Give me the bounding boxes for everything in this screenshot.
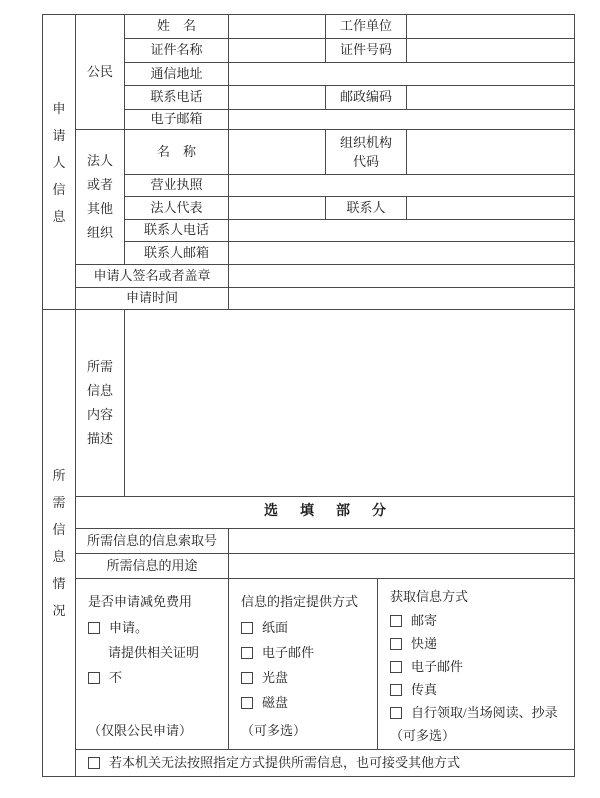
fee-apply-option[interactable] (88, 615, 148, 640)
org-name-input-cell[interactable] (228, 129, 325, 174)
obtain-option-self-pickup[interactable]: 自行领取/当场阅读、抄录 (390, 701, 558, 724)
obtain-option-mail[interactable]: 邮寄 (390, 609, 437, 632)
checkbox-icon[interactable] (241, 647, 253, 659)
delivery-option-email[interactable]: 电子邮件 (241, 640, 314, 665)
checkbox-icon[interactable] (241, 697, 253, 709)
contact-email-label: 联系人邮箱 (124, 241, 228, 264)
section-required-info-label: 所需信息情况 (52, 468, 66, 618)
obtain-option-email[interactable]: 电子邮件 (390, 655, 463, 678)
work-unit-label: 工作单位 (325, 14, 406, 38)
checkbox-icon[interactable] (390, 661, 402, 673)
id-type-label: 证件名称 (124, 38, 228, 62)
business-license-label: 营业执照 (124, 174, 228, 196)
id-type-input-cell[interactable] (228, 38, 325, 62)
signature-label: 申请人签名或者盖章 (75, 264, 228, 287)
index-number-label: 所需信息的信息索取号 (75, 528, 228, 553)
optional-part-header: 选填部分 (75, 496, 574, 528)
contact-email-input-cell[interactable] (228, 241, 574, 264)
checkbox-icon[interactable] (241, 672, 253, 684)
delivery-option-cd[interactable]: 光盘 (241, 665, 288, 690)
section-applicant-info (42, 14, 75, 309)
id-number-label: 证件号码 (325, 38, 406, 62)
checkbox-icon[interactable] (390, 684, 402, 696)
description-label: 所需信息内容描述 (75, 309, 124, 496)
legal-rep-input-cell[interactable] (228, 196, 325, 219)
group-legal-entity-label: 法人或者其他组织 (86, 153, 113, 240)
delivery-method-title: 信息的指定提供方式 (241, 594, 359, 609)
checkbox-icon[interactable] (241, 622, 253, 634)
fee-no-option[interactable] (88, 665, 122, 690)
description-input-area[interactable] (124, 309, 574, 496)
fee-waiver-title: 是否申请减免费用 (88, 594, 193, 609)
phone-input-cell[interactable] (228, 85, 325, 109)
address-label: 通信地址 (124, 62, 228, 85)
contact-person-input-cell[interactable] (406, 196, 574, 219)
delivery-method-footnote: （可多选） (241, 723, 307, 739)
checkbox-icon[interactable] (390, 615, 402, 627)
business-license-input-cell[interactable] (228, 174, 574, 196)
signature-input-cell[interactable] (228, 264, 574, 287)
checkbox-icon[interactable] (390, 638, 402, 650)
group-citizen-label: 公民 (86, 63, 113, 79)
apply-time-label: 申请时间 (75, 287, 228, 309)
address-input-cell[interactable] (228, 62, 574, 85)
postal-code-input-cell[interactable] (406, 85, 574, 109)
obtain-method-footnote: （可多选） (390, 728, 456, 743)
form-table (42, 14, 575, 777)
contact-person-label: 联系人 (325, 196, 406, 219)
fee-apply-note: 请提供相关证明 (108, 645, 200, 660)
fee-no-label: 不 (109, 670, 123, 685)
fee-apply-label: 申请。 (109, 620, 149, 635)
fee-waiver-cell (75, 578, 228, 749)
org-code-label: 组织机构代码 (325, 129, 406, 174)
index-number-input-cell[interactable] (228, 528, 574, 553)
other-method-row[interactable] (75, 749, 574, 776)
apply-time-input-cell[interactable] (228, 287, 574, 309)
delivery-option-paper[interactable]: 纸面 (241, 615, 288, 640)
usage-input-cell[interactable] (228, 553, 574, 578)
group-legal-entity (75, 129, 124, 264)
org-code-input-cell[interactable] (406, 129, 574, 174)
checkbox-icon[interactable] (88, 757, 100, 769)
work-unit-input-cell[interactable] (406, 14, 574, 38)
id-number-input-cell[interactable] (406, 38, 574, 62)
checkbox-icon[interactable] (88, 672, 100, 684)
contact-phone-input-cell[interactable] (228, 219, 574, 241)
org-name-label: 名 称 (124, 129, 228, 174)
usage-label: 所需信息的用途 (75, 553, 228, 578)
delivery-option-disk[interactable]: 磁盘 (241, 690, 288, 715)
legal-rep-label: 法人代表 (124, 196, 228, 219)
contact-phone-label: 联系人电话 (124, 219, 228, 241)
obtain-option-express[interactable]: 快递 (390, 632, 437, 655)
section-required-info (42, 309, 75, 776)
email-input-cell[interactable] (228, 109, 574, 129)
checkbox-icon[interactable] (88, 622, 100, 634)
fee-waiver-footnote: （仅限公民申请） (88, 723, 193, 739)
obtain-method-cell (377, 578, 574, 749)
postal-code-label: 邮政编码 (325, 85, 406, 109)
section-applicant-info-label: 申请人信息 (52, 100, 66, 224)
obtain-method-title: 获取信息方式 (390, 589, 469, 604)
phone-label: 联系电话 (124, 85, 228, 109)
checkbox-icon[interactable] (390, 707, 402, 719)
other-method-label: 若本机关无法按照指定方式提供所需信息，也可接受其他方式 (109, 754, 461, 770)
group-citizen (75, 14, 124, 129)
email-label: 电子邮箱 (124, 109, 228, 129)
name-label: 姓 名 (124, 14, 228, 38)
obtain-option-fax[interactable]: 传真 (390, 678, 437, 701)
delivery-method-cell (228, 578, 377, 749)
name-input-cell[interactable] (228, 14, 325, 38)
